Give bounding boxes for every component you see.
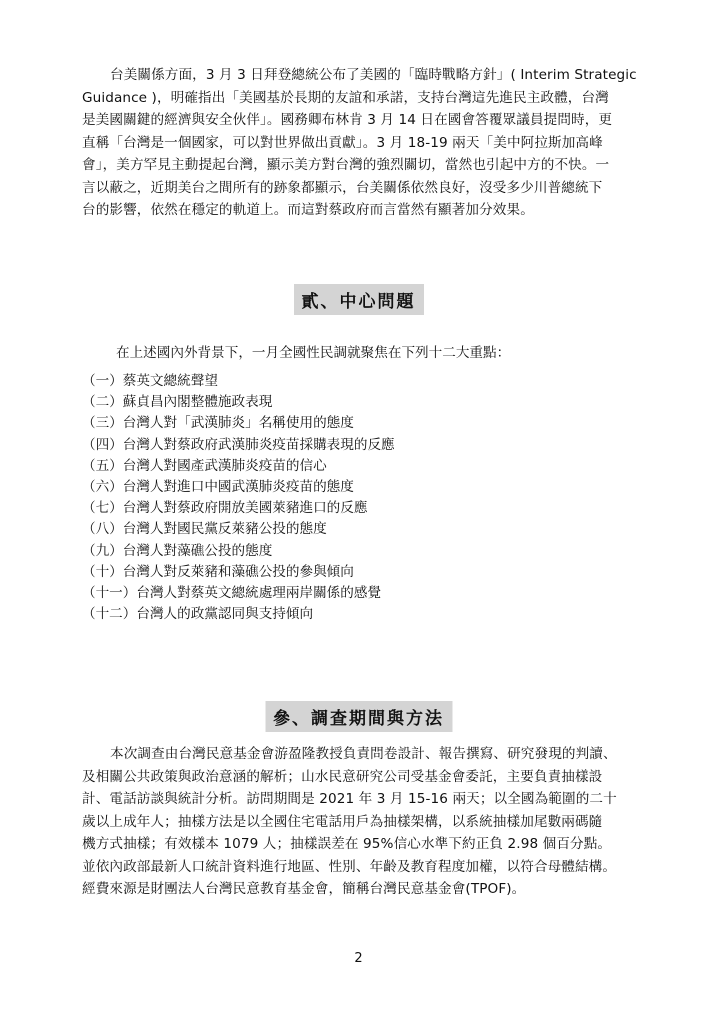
paragraph-line: Guidance )，明確指出「美國基於長期的友誼和承諾，支持台灣這先進民主政體，台灣 (82, 89, 609, 106)
list-item: （四）台灣人對蔡政府武漢肺炎疫苗採購表現的反應 (82, 436, 395, 453)
paragraph-line: 本次調查由台灣民意基金會游盈隆教授負責問卷設計、報告撰寫、研究發現的判讀、 (110, 746, 617, 762)
section2-heading: 貳、中心問題 (294, 284, 424, 315)
section3-paragraph (82, 743, 638, 901)
paragraph-line: 台的影響，依然在穩定的軌道上。而這對蔡政府而言當然有顯著加分效果。 (82, 202, 534, 218)
list-item: （十二）台灣人的政黨認同與支持傾向 (82, 606, 314, 623)
paragraph-line: 會」，美方罕見主動提起台灣，顯示美方對台灣的強烈關切，當然也引起中方的不快。一 (82, 157, 610, 173)
list-item: （九）台灣人對藻礁公投的態度 (82, 542, 273, 559)
section1-paragraph (82, 64, 638, 222)
paragraph-line: 言以蔽之，近期美台之間所有的跡象都顯示，台美關係依然良好，沒受多少川普總統下 (82, 179, 603, 196)
focus-list (82, 371, 395, 625)
list-item: （六）台灣人對進口中國武漢肺炎疫苗的態度 (82, 479, 354, 496)
section3-heading: 參、調查期間與方法 (265, 701, 452, 732)
list-item: （五）台灣人對國產武漢肺炎疫苗的信心 (82, 457, 327, 474)
list-item: （八）台灣人對國民黨反萊豬公投的態度 (82, 521, 327, 538)
paragraph-line: 並依內政部最新人口統計資料進行地區、性別、年齡及教育程度加權，以符合母體結構。 (82, 858, 617, 875)
paragraph-line: 及相關公共政策與政治意涵的解析；山水民意研究公司受基金會委託，主要負責抽樣設 (82, 768, 603, 785)
list-item: （二）蘇貞昌內閣整體施政表現 (82, 394, 273, 411)
list-item: （十一）台灣人對蔡英文總統處理兩岸關係的感覺 (82, 585, 382, 602)
list-item: （一）蔡英文總統聲望 (82, 373, 218, 389)
paragraph-line: 是美國關鍵的經濟與安全伙伴」。國務卿布林肯 3 月 14 日在國會答覆眾議員提問時，更 (82, 112, 613, 128)
paragraph-line: 計、電話訪談與統計分析。訪問期間是 2021 年 3 月 15-16 兩天；以全國為範圍的二十 (82, 791, 617, 807)
paragraph-line: 歲以上成年人；抽樣方法是以全國住宅電話用戶為抽樣架構，以系統抽樣加尾數兩碼隨 (82, 813, 603, 830)
paragraph-line: 台美關係方面，3 月 3 日拜登總統公布了美國的「臨時戰略方針」( Interim Strategic (110, 67, 637, 83)
section2-intro: 在上述國內外背景下，一月全國性民調就聚焦在下列十二大重點： (116, 345, 511, 361)
paragraph-line: 機方式抽樣；有效樣本 1079 人；抽樣誤差在 95%信心水準下約正負 2.98 個百分點。 (82, 836, 612, 852)
list-item: （七）台灣人對蔡政府開放美國萊豬進口的反應 (82, 500, 368, 517)
paragraph-line: 經費來源是財團法人台灣民意教育基金會，簡稱台灣民意基金會(TPOF)。 (82, 881, 526, 897)
paragraph-line: 直稱「台灣是一個國家，可以對世界做出貢獻」。3 月 18-19 兩天「美中阿拉斯加高峰 (82, 134, 603, 151)
page-number: 2 (354, 951, 363, 966)
list-item: （十）台灣人對反萊豬和藻礁公投的參與傾向 (82, 563, 354, 580)
list-item: （三）台灣人對「武漢肺炎」名稱使用的態度 (82, 415, 354, 432)
